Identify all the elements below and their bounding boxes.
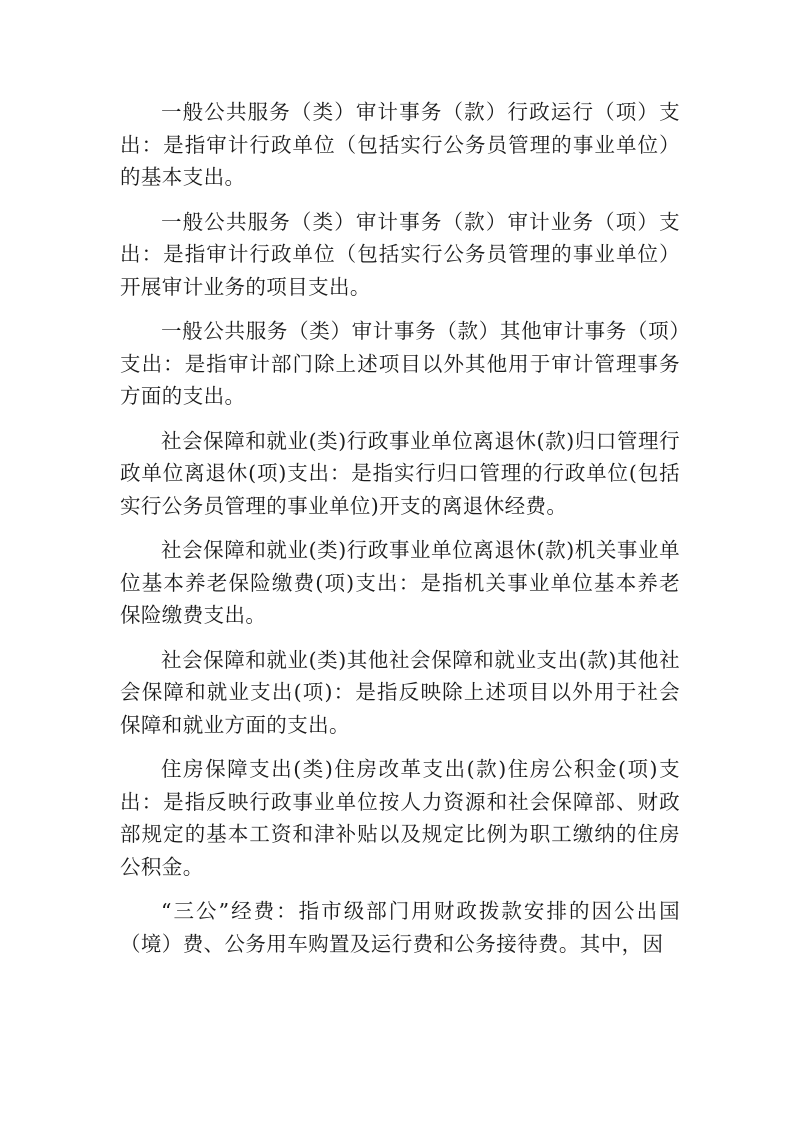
paragraph-three-public-expenses: “三公”经费：指市级部门用财政拨款安排的因公出国（境）费、公务用车购置及运行费和公务接待费。其中，因 (120, 899, 680, 956)
document-body (120, 96, 680, 972)
paragraph-audit-business: 一般公共服务（类）审计事务（款）审计业务（项）支出：是指审计行政单位（包括实行公务员管理的事业单位）开展审计业务的项目支出。 (120, 209, 680, 299)
paragraph-housing-fund: 住房保障支出(类)住房改革支出(款)住房公积金(项)支出：是指反映行政事业单位按人力资源和社会保障部、财政部规定的基本工资和津补贴以及规定比例为职工缴纳的住房公积金。 (120, 757, 680, 879)
paragraph-other-audit-affairs: 一般公共服务（类）审计事务（款）其他审计事务（项）支出：是指审计部门除上述项目以外其他用于审计管理事务方面的支出。 (120, 319, 680, 408)
paragraph-other-social-security: 社会保障和就业(类)其他社会保障和就业支出(款)其他社会保障和就业支出(项)：是指反映除上述项目以外用于社会保障和就业方面的支出。 (120, 647, 680, 737)
paragraph-pension-insurance: 社会保障和就业(类)行政事业单位离退休(款)机关事业单位基本养老保险缴费(项)支出：是指机关事业单位基本养老保险缴费支出。 (120, 538, 680, 627)
paragraph-retirement-admin-units: 社会保障和就业(类)行政事业单位离退休(款)归口管理行政单位离退休(项)支出：是指实行归口管理的行政单位(包括实行公务员管理的事业单位)开支的离退休经费。 (120, 428, 680, 518)
paragraph-audit-admin-operation: 一般公共服务（类）审计事务（款）行政运行（项）支出：是指审计行政单位（包括实行公务员管理的事业单位）的基本支出。 (120, 100, 680, 189)
